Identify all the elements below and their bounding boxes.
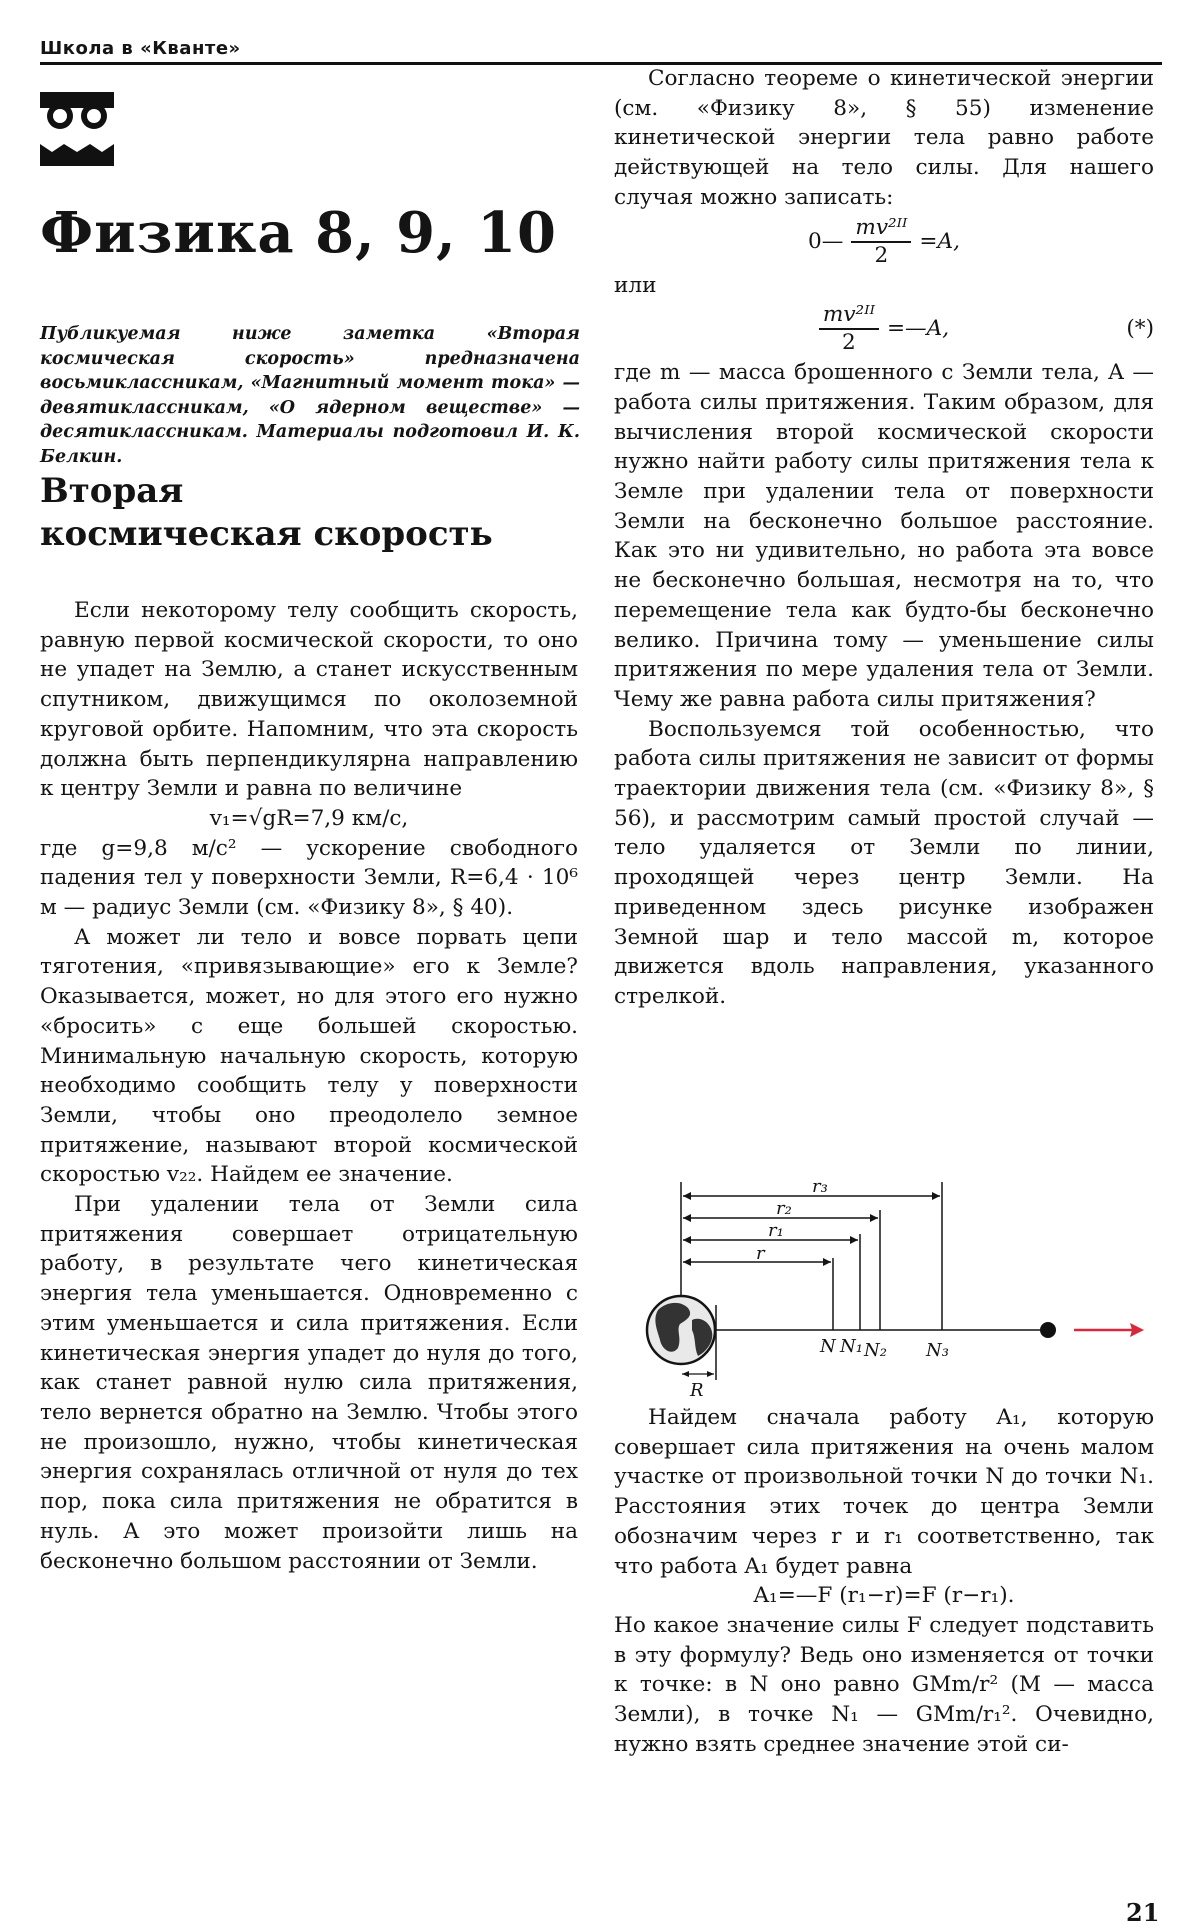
- fraction: [819, 304, 879, 354]
- label-N1: N₁: [840, 1336, 863, 1357]
- right-column-top: [614, 64, 1154, 1012]
- fraction-denominator: 2: [874, 242, 889, 268]
- earth-distance-diagram: [636, 1170, 1176, 1400]
- label-N3: N₃: [926, 1340, 949, 1361]
- equation-label: (*): [1126, 316, 1154, 342]
- formula-work: A₁=—F (r₁−r)=F (r−r₁).: [753, 1583, 1015, 1609]
- article-title: [40, 470, 580, 556]
- direction-arrow-icon: [1074, 1323, 1144, 1337]
- glasses-logo-icon: [40, 92, 114, 166]
- fraction-denominator: 2: [842, 330, 856, 356]
- left-column: [40, 596, 578, 1576]
- paragraph: где m — масса брошенного с Земли тела, A — работа силы притяжения. Таким образом, для вычисления второй космической скорости нужно найти работу силы притяжения тела к Земле при удалении тела от поверхности Земли на бесконечно большое расстояние. Как это ни удивительно, но работа эта вовсе не бесконечно большая, несмотря на то, что перемещение тела как будто-бы бесконечно велико. Причина тому — уменьшение силы притяжения по мере удаления тела от Земли. Чему же равна работа силы притяжения?: [614, 360, 1154, 712]
- label-r1: r₁: [768, 1220, 784, 1241]
- paragraph: Согласно теореме о кинетической энергии (см. «Физику 8», § 55) изменение кинетической энергии тела равно работе действующей на тело силы. Для нашего случая можно записать:: [614, 66, 1154, 210]
- paragraph: А может ли тело и вовсе порвать цепи тяготения, «привязывающие» его к Земле? Оказывается, может, но для этого его нужно «бросить» с еще большей скоростью. Минимальную начальную скорость, которую необходимо сообщить телу у поверхности Земли, чтобы оно преодолело земное притяжение, называют второй космической скоростью v₂₂. Найдем ее значение.: [40, 924, 578, 1188]
- section-title: Физика 8, 9, 10: [40, 200, 558, 266]
- body-mass-point: [1040, 1322, 1056, 1338]
- paragraph: Воспользуемся той особенностью, что работа силы притяжения не зависит от формы траектории движения тела (см. «Физику 8», § 56), и рассмотрим самый простой случай — тело удаляется от Земли по линии, проходящей через центр Земли. На приведенном здесь рисунке изображен Земной шар и тело массой m, которое движется вдоль направления, указанного стрелкой.: [614, 716, 1154, 1009]
- label-N: N: [820, 1336, 836, 1357]
- article-title-line2: космическая скорость: [40, 514, 493, 554]
- running-head: Школа в «Кванте»: [40, 38, 241, 59]
- equation-energy: [614, 213, 1154, 271]
- label-R: R: [690, 1380, 704, 1400]
- fraction-numerator: mv²ᴵᴵ: [819, 304, 879, 330]
- fraction-numerator: mv²ᴵᴵ: [851, 217, 911, 243]
- paragraph: где g=9,8 м/с² — ускорение свободного падения тел у поверхности Земли, R=6,4 · 10⁶ м — радиус Земли (см. «Физику 8», § 40).: [40, 835, 578, 921]
- label-r: r: [756, 1243, 765, 1264]
- article-title-line1: Вторая: [40, 471, 184, 511]
- equation-star: [614, 300, 1154, 358]
- connector-word: или: [614, 272, 657, 298]
- paragraph: При удалении тела от Земли сила притяжения совершает отрицательную работу, в результате чего кинетическая энергия тела уменьшается. Одновременно с этим уменьшается и сила притяжения. Если кинетическая энергия упадет до нуля до того, как станет равной нулю сила притяжения, тело вернется обратно на Землю. Чтобы этого не произошло, нужно, чтобы кинетическая энергия сохранялась отличной от нуля до тех пор, пока сила притяжения не обратится в нуль. А это может произойти лишь на бесконечно большом расстоянии от Земли.: [40, 1192, 578, 1574]
- equation-right: =A,: [919, 228, 960, 254]
- equation-right: =—A,: [886, 316, 950, 342]
- right-column-bottom: [614, 1403, 1154, 1759]
- label-r2: r₂: [776, 1198, 792, 1219]
- paragraph: Но какое значение силы F следует подставить в эту формулу? Ведь оно изменяется от точки к точке: в N оно равно GMm/r² (M — масса Земли), в точке N₁ — GMm/r₁². Очевидно, нужно взять среднее значение этой си-: [614, 1612, 1154, 1757]
- label-r3: r₃: [812, 1176, 828, 1197]
- earth-globe-icon: [647, 1296, 715, 1364]
- equation-left: 0—: [808, 228, 844, 254]
- paragraph: Если некоторому телу сообщить скорость, равную первой космической скорости, то оно не упадет на Землю, а станет искусственным спутником, движущимся по околоземной круговой орбите. Напомним, что эта скорость должна быть перпендикулярна направлению к центру Земли и равна по величине: [40, 598, 578, 802]
- page-number: 21: [1126, 1898, 1160, 1927]
- label-N2: N₂: [864, 1340, 887, 1361]
- intro-note: Публикуемая ниже заметка «Вторая космическая скорость» предназначена восьмиклассникам, «Магнитный момент тока» — девятиклассникам, «О ядерном веществе» — десятиклассникам. Материалы подготовил И. К. Белкин.: [40, 324, 580, 467]
- fraction: [851, 214, 911, 268]
- formula-first-cosmic-velocity: v₁=√gR=7,9 км/с,: [209, 805, 409, 831]
- paragraph: Найдем сначала работу A₁, которую совершает сила притяжения на очень малом участке от произвольной точки N до точки N₁. Расстояния этих точек до центра Земли обозначим через r и r₁ соответственно, так что работа A₁ будет равна: [614, 1405, 1154, 1579]
